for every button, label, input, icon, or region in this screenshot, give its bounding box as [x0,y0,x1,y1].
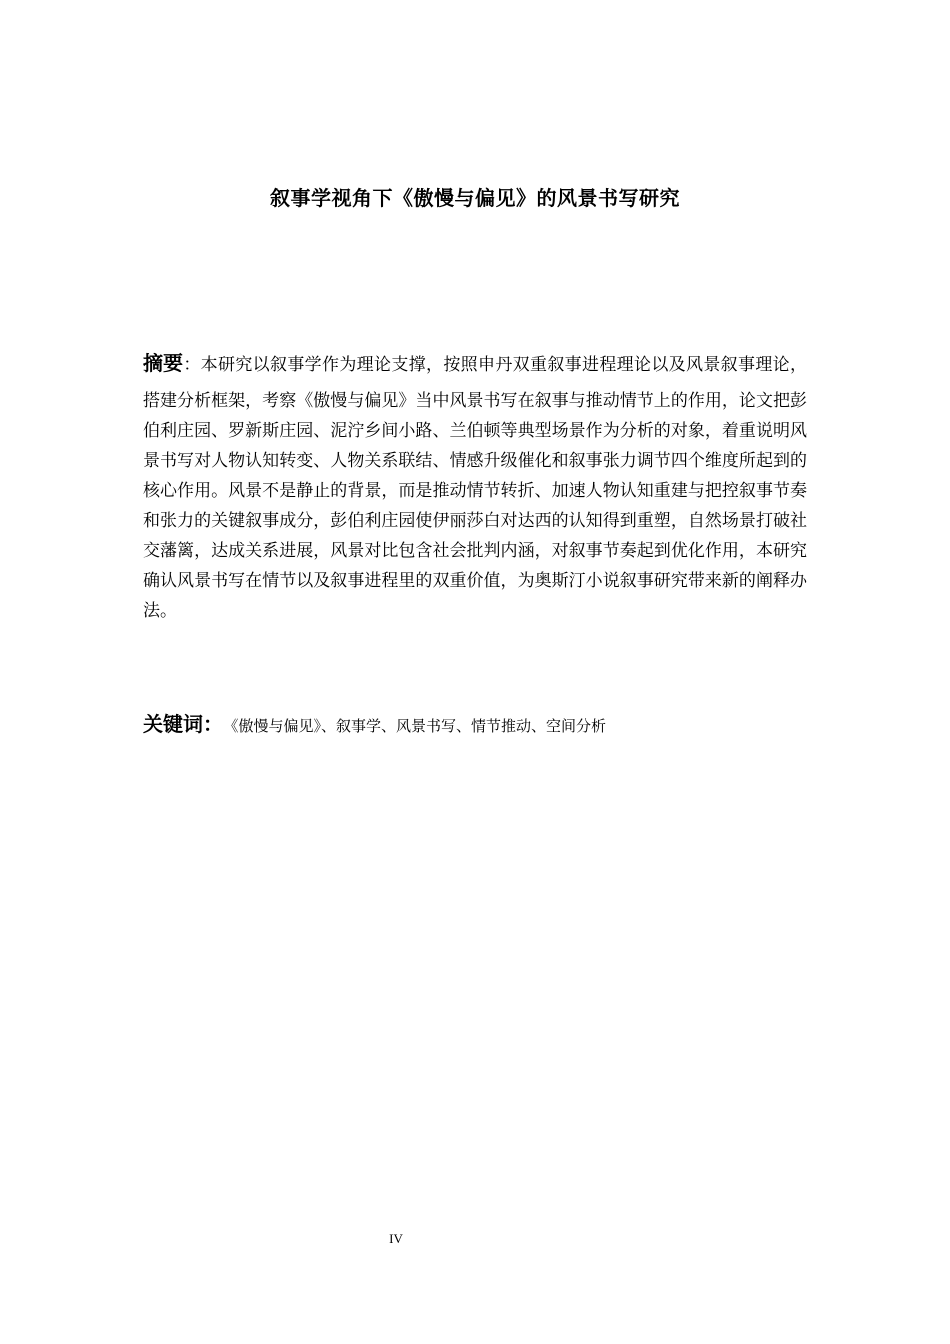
page-number: IV [389,1231,403,1246]
document-title: 叙事学视角下《傲慢与偏见》的风景书写研究 [270,186,680,210]
keywords-label: 关键词： [143,712,223,736]
abstract-text: ：本研究以叙事学作为理论支撑，按照申丹双重叙事进程理论以及风景叙事理论，搭建分析框架，考察《傲慢与偏见》当中风景书写在叙事与推动情节上的作用，论文把彭伯利庄园、罗新斯庄园、泥泞乡间小路、兰伯顿等典型场景作为分析的对象，着重说明风景书写对人物认知转变、人物关系联结、情感升级催化和叙事张力调节四个维度所起到的核心作用。风景不是静止的背景，而是推动情节转折、加速人物认知重建与把控叙事节奏和张力的关键叙事成分，彭伯利庄园使伊丽莎白对达西的认知得到重塑，自然场景打破社交藩篱，达成关系进展，风景对比包含社会批判内涵，对叙事节奏起到优化作用，本研究确认风景书写在情节以及叙事进程里的双重价值，为奥斯汀小说叙事研究带来新的阐释办法。 [143,355,807,621]
abstract-section [143,346,807,626]
keywords-text: 《傲慢与偏见》、叙事学、风景书写、情节推动、空间分析 [231,717,607,735]
keywords-section [143,709,807,741]
abstract-label: 摘要 [143,351,183,375]
